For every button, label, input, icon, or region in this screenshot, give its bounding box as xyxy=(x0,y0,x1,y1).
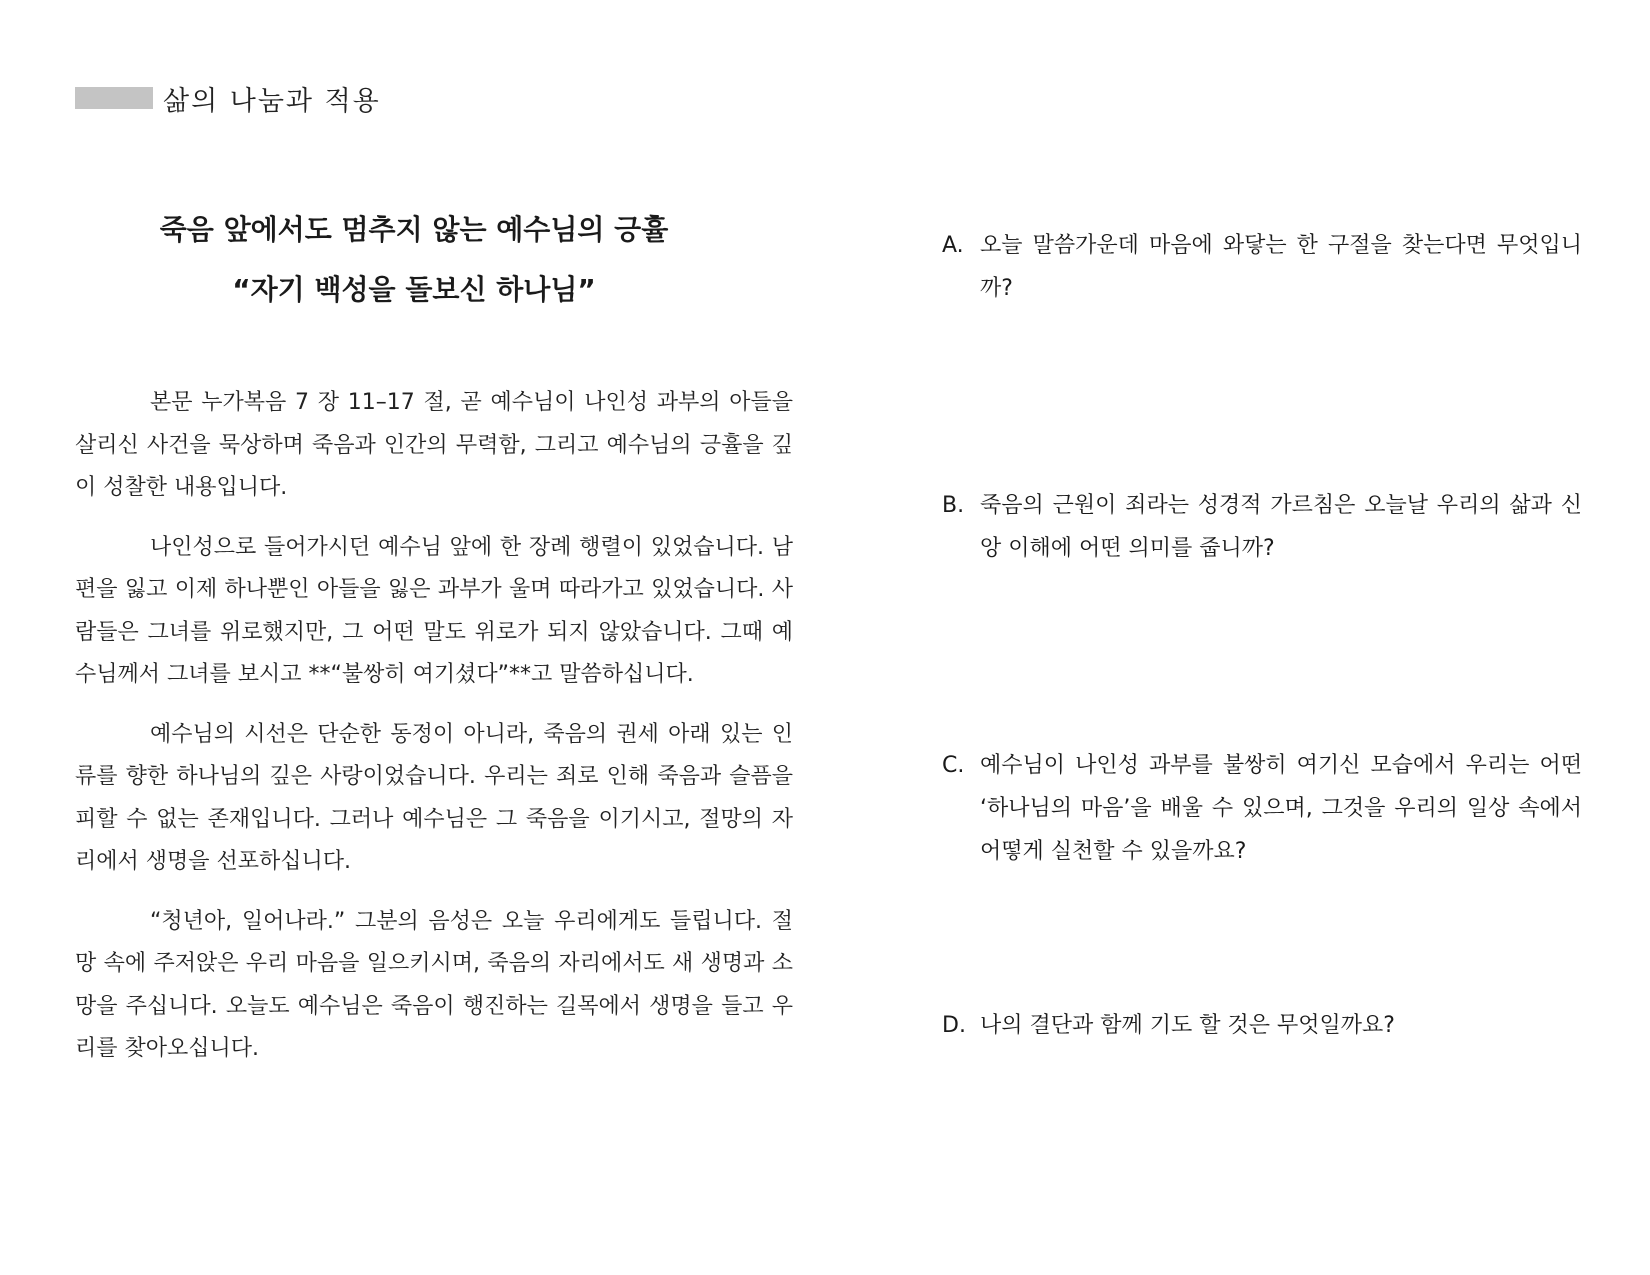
section-header-bar xyxy=(75,87,153,109)
sermon-column xyxy=(75,200,793,1088)
sermon-body xyxy=(75,382,793,1071)
question-a xyxy=(942,224,1582,310)
question-letter: C. xyxy=(942,753,965,778)
sermon-paragraph: 예수님의 시선은 단순한 동정이 아니라, 죽음의 권세 아래 있는 인류를 향한 하나님의 깊은 사랑이었습니다. 우리는 죄로 인해 죽음과 슬픔을 피할 수 없는 존재입니다. 그러나 예수님은 그 죽음을 이기시고, 절망의 자리에서 생명을 선포하십니다. xyxy=(75,721,793,874)
question-text: 죽음의 근원이 죄라는 성경적 가르침은 오늘날 우리의 삶과 신앙 이해에 어떤 의미를 줍니까? xyxy=(980,493,1582,561)
question-letter: B. xyxy=(942,493,965,518)
section-header xyxy=(75,78,381,118)
sermon-title-line-2: “자기 백성을 돌보신 하나님” xyxy=(232,273,596,306)
question-c xyxy=(942,744,1582,873)
question-letter: A. xyxy=(942,233,964,258)
question-text: 나의 결단과 함께 기도 할 것은 무엇일까요? xyxy=(980,1013,1395,1038)
question-letter: D. xyxy=(942,1013,966,1038)
section-title: 삶의 나눔과 적용 xyxy=(163,85,381,117)
question-text: 오늘 말씀가운데 마음에 와닿는 한 구절을 찾는다면 무엇입니까? xyxy=(980,233,1582,301)
sermon-title-line-1: 죽음 앞에서도 멈추지 않는 예수님의 긍휼 xyxy=(159,213,669,246)
sermon-paragraph: 나인성으로 들어가시던 예수님 앞에 한 장례 행렬이 있었습니다. 남편을 잃고 이제 하나뿐인 아들을 잃은 과부가 울며 따라가고 있었습니다. 사람들은 그녀를 위로했지만, 그 어떤 말도 위로가 되지 않았습니다. 그때 예수님께서 그녀를 보시고 **“불쌍히 여기셨다”**고 말씀하십니다. xyxy=(75,534,793,687)
sermon-paragraph: “청년아, 일어나라.” 그분의 음성은 오늘 우리에게도 들립니다. 절망 속에 주저앉은 우리 마음을 일으키시며, 죽음의 자리에서도 새 생명과 소망을 주십니다. 오늘도 예수님은 죽음이 행진하는 길목에서 생명을 들고 우리를 찾아오십니다. xyxy=(75,908,793,1061)
question-d xyxy=(942,1004,1582,1047)
question-b xyxy=(942,484,1582,570)
question-text: 예수님이 나인성 과부를 불쌍히 여기신 모습에서 우리는 어떤 ‘하나님의 마음’을 배울 수 있으며, 그것을 우리의 일상 속에서 어떻게 실천할 수 있을까요? xyxy=(980,753,1582,864)
sermon-title xyxy=(35,200,793,320)
sermon-paragraph: 본문 누가복음 7 장 11–17 절, 곧 예수님이 나인성 과부의 아들을 살리신 사건을 묵상하며 죽음과 인간의 무력함, 그리고 예수님의 긍휼을 깊이 성찰한 내용입니다. xyxy=(75,390,793,500)
